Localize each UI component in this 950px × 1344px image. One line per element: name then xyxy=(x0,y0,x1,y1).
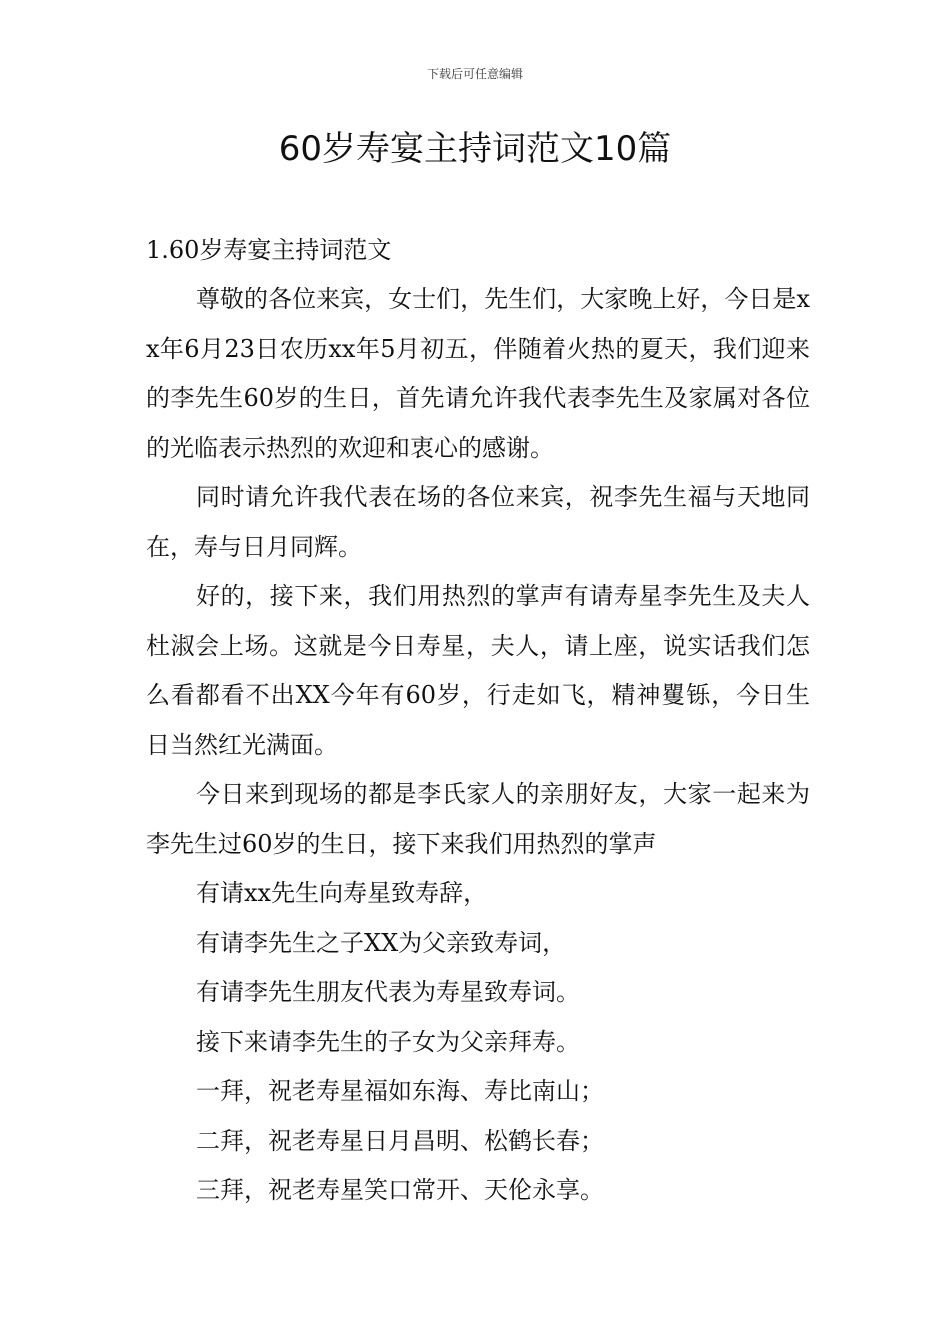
line-item: 有请李先生之子XX为父亲致寿词， xyxy=(196,928,567,957)
paragraph-introduce-guests: 好的，接下来，我们用热烈的掌声有请寿星李先生及夫人杜淑会上场。这就是今日寿星，夫人，请上座，说实话我们怎么看都看不出XX今年有60岁，行走如飞，精神矍铄，今日生日当然红光满面。 xyxy=(146,582,810,759)
line-item: 有请李先生朋友代表为寿星致寿词。 xyxy=(196,978,580,1006)
paragraph-blessing: 同时请允许我代表在场的各位来宾，祝李先生福与天地同在，寿与日月同辉。 xyxy=(146,483,810,561)
paragraph-welcome: 尊敬的各位来宾，女士们，先生们，大家晚上好，今日是xx年6月23日农历xx年5月初五，伴随着火热的夏天，我们迎来的李先生60岁的生日，首先请允许我代表李先生及家属对各位的光临表示热烈的欢迎和衷心的感谢。 xyxy=(146,285,810,462)
line-item: 二拜，祝老寿星日月昌明、松鹤长春； xyxy=(196,1126,604,1155)
line-item: 接下来请李先生的子女为父亲拜寿。 xyxy=(196,1027,580,1056)
document-body xyxy=(146,225,810,1216)
section-heading: 1.60岁寿宴主持词范文 xyxy=(146,236,392,264)
header-note: 下载后可任意编辑 xyxy=(426,67,523,81)
line-item: 有请xx先生向寿星致寿辞， xyxy=(196,879,488,907)
document-title: 60岁寿宴主持词范文10篇 xyxy=(278,129,672,169)
line-item: 三拜，祝老寿星笑口常开、天伦永享。 xyxy=(196,1176,604,1204)
line-item: 一拜，祝老寿星福如东海、寿比南山； xyxy=(196,1077,604,1105)
paragraph-friends-family: 今日来到现场的都是李氏家人的亲朋好友，大家一起来为李先生过60岁的生日，接下来我们用热烈的掌声 xyxy=(146,780,810,858)
